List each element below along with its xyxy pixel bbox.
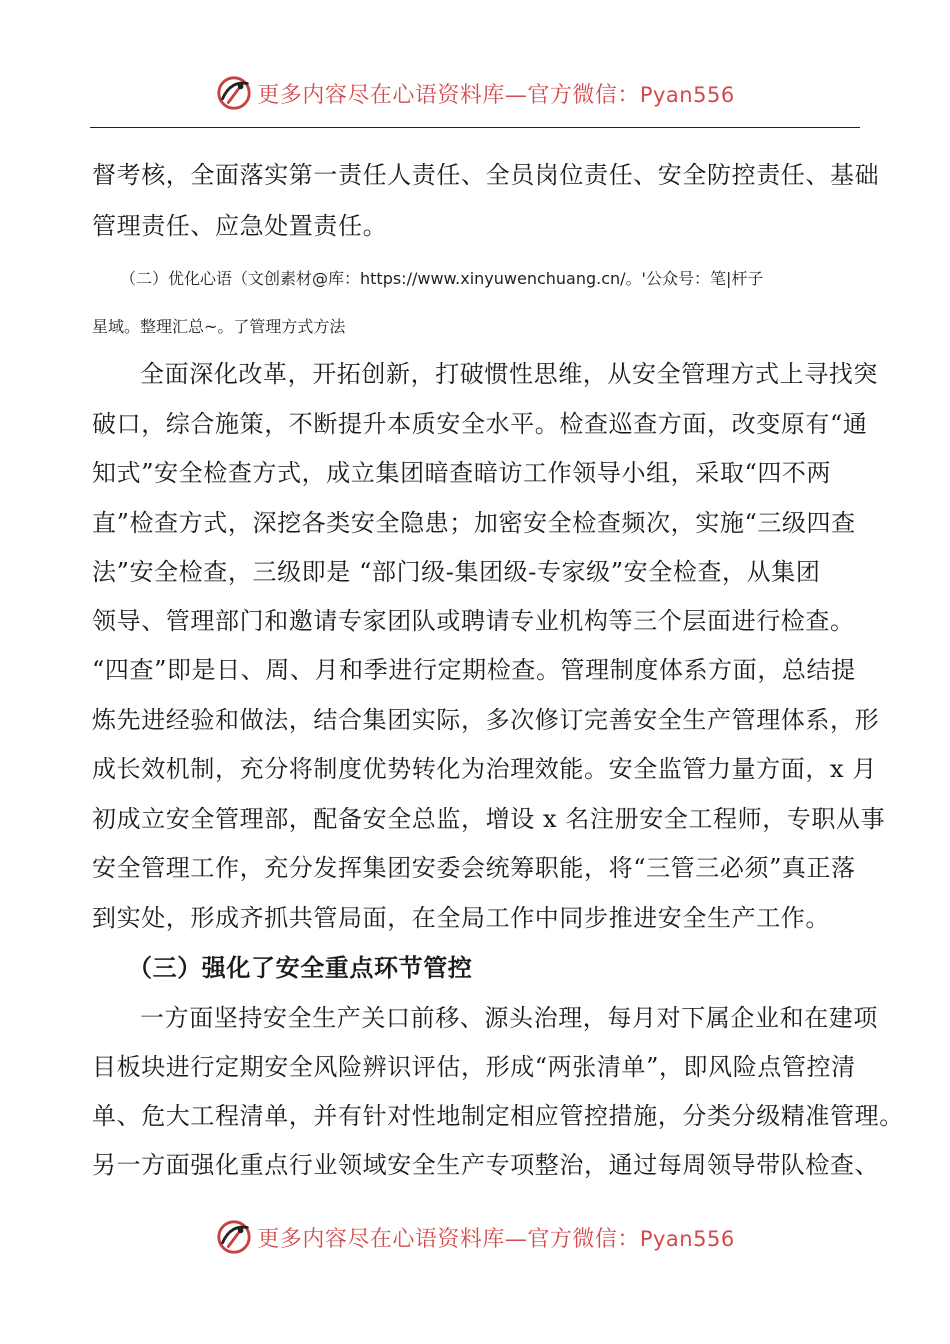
footer-banner — [0, 1212, 950, 1262]
body-line: 管理责任、应急处置责任。 — [92, 212, 388, 240]
body-line: 法”安全检查，三级即是 “部门级-集团级-专家级”安全检查，从集团 — [92, 558, 821, 586]
header-banner-text: 更多内容尽在心语资料库—官方微信：Pyan556 — [257, 82, 735, 108]
footer-banner-text: 更多内容尽在心语资料库—官方微信：Pyan556 — [257, 1226, 735, 1252]
header-divider — [90, 127, 860, 128]
paragraph-first-line: 全面深化改革，开拓创新，打破惯性思维，从安全管理方式上寻找突 — [140, 360, 878, 388]
subheading-line: 星域。整理汇总~。了管理方式方法 — [92, 317, 346, 336]
header-banner — [0, 68, 950, 118]
brand-logo-icon — [215, 74, 253, 112]
body-line: 知式”安全检查方式，成立集团暗查暗访工作领导小组，采取“四不两 — [92, 459, 832, 487]
body-line: 安全管理工作，充分发挥集团安委会统筹职能，将“三管三必须”真正落 — [92, 854, 856, 882]
body-line: 初成立安全管理部，配备安全总监，增设 x 名注册安全工程师，专职从事 — [92, 805, 886, 833]
section-heading: （三）强化了安全重点环节管控 — [128, 953, 473, 982]
paragraph-first-line: 一方面坚持安全生产关口前移、源头治理，每月对下属企业和在建项 — [140, 1004, 878, 1032]
body-line: 目板块进行定期安全风险辨识评估，形成“两张清单”，即风险点管控清 — [92, 1053, 856, 1081]
header-wechat-id: Pyan556 — [639, 82, 735, 107]
body-line: 到实处，形成齐抓共管局面，在全局工作中同步推进安全生产工作。 — [92, 904, 830, 932]
body-line: 破口，综合施策，不断提升本质安全水平。检查巡查方面，改变原有“通 — [92, 410, 868, 438]
body-line: 督考核，全面落实第一责任人责任、全员岗位责任、安全防控责任、基础 — [92, 161, 880, 189]
body-line: 炼先进经验和做法，结合集团实际，多次修订完善安全生产管理体系，形 — [92, 706, 880, 734]
body-line: 另一方面强化重点行业领域安全生产专项整治，通过每周领导带队检查、 — [92, 1151, 880, 1179]
subheading-line: （二）优化心语（文创素材@库：https://www.xinyuwenchuang.cn/。'公众号：笔|杆子 — [120, 269, 764, 288]
body-line: 领导、管理部门和邀请专家团队或聘请专业机构等三个层面进行检查。 — [92, 607, 855, 635]
body-line: 单、危大工程清单，并有针对性地制定相应管控措施，分类分级精准管理。 — [92, 1102, 904, 1130]
brand-logo-icon — [215, 1218, 253, 1256]
footer-wechat-id: Pyan556 — [639, 1226, 735, 1251]
body-line: 成长效机制，充分将制度优势转化为治理效能。安全监管力量方面，x 月 — [92, 755, 877, 783]
body-line: “四查”即是日、周、月和季进行定期检查。管理制度体系方面，总结提 — [92, 656, 856, 684]
body-line: 直”检查方式，深挖各类安全隐患；加密安全检查频次，实施“三级四查 — [92, 509, 856, 537]
